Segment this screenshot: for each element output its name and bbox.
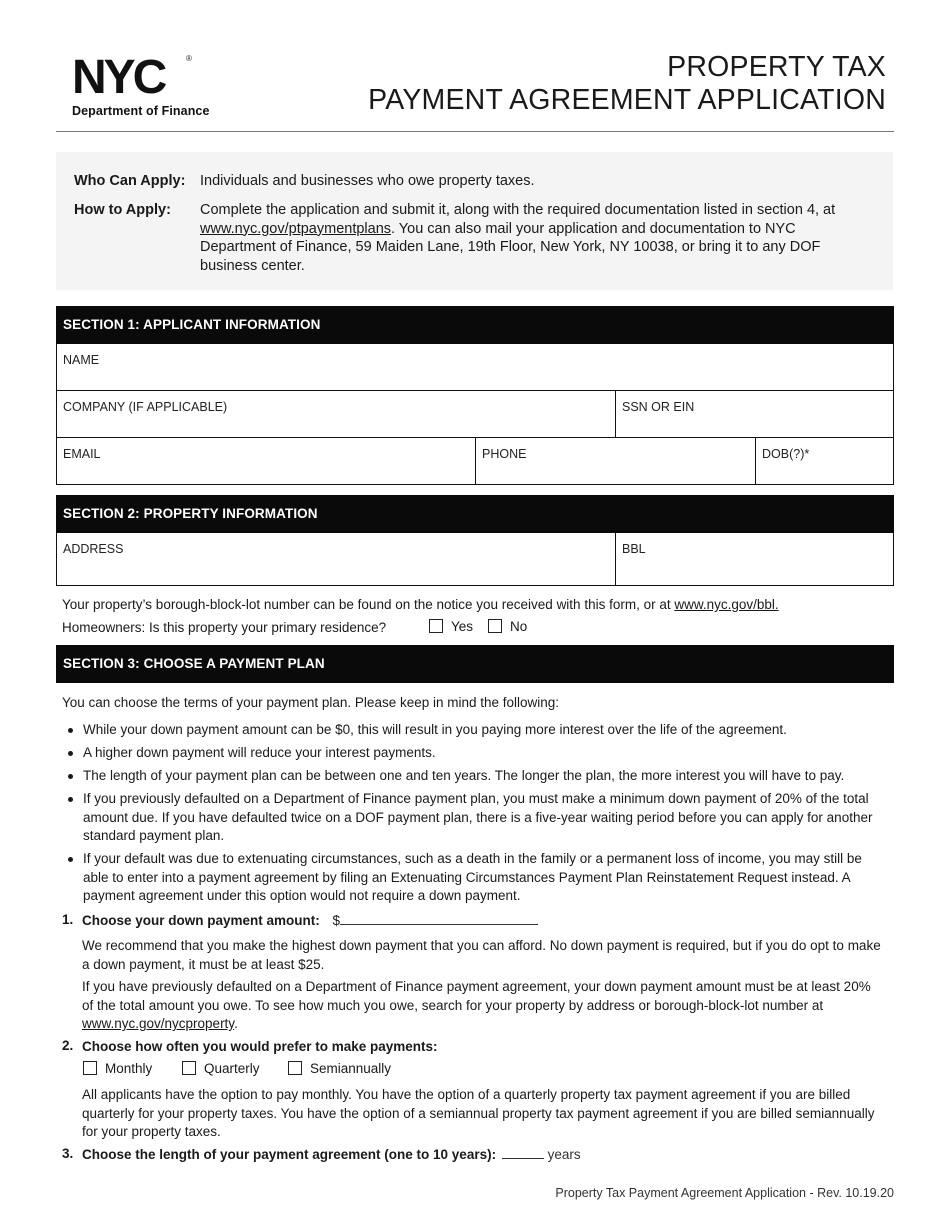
- bbl-field[interactable]: [615, 533, 893, 585]
- semiannually-checkbox[interactable]: [288, 1061, 302, 1075]
- who-can-apply-label: Who Can Apply:: [74, 173, 186, 189]
- years-suffix: years: [547, 1147, 581, 1162]
- question-1-paragraph-2: [82, 978, 882, 1034]
- question-3: [82, 1146, 581, 1165]
- bbl-note-text: Your property’s borough-block-lot number can be found on the notice you received with this form, or at: [62, 597, 675, 612]
- semiannually-label: Semiannually: [310, 1061, 392, 1076]
- title-line-2: PAYMENT AGREEMENT APPLICATION: [368, 84, 886, 116]
- ssn-ein-label: SSN OR EIN: [622, 400, 695, 414]
- title-line-1: PROPERTY TAX: [667, 51, 886, 83]
- yes-label: Yes: [451, 619, 474, 634]
- dob-label: DOB(?)*: [762, 447, 810, 461]
- question-1-number: 1.: [62, 912, 74, 927]
- bbl-link[interactable]: www.nyc.gov/bbl.: [674, 597, 779, 612]
- residence-no-option[interactable]: [488, 619, 527, 634]
- currency-symbol: $: [332, 913, 341, 928]
- how-to-apply-text-part1: Complete the application and submit it, along with the required documentation listed in section 4, at: [200, 202, 836, 218]
- frequency-monthly-option[interactable]: [83, 1061, 152, 1076]
- no-checkbox[interactable]: [488, 619, 502, 633]
- company-row: [57, 390, 893, 437]
- how-to-apply-label: How to Apply:: [74, 202, 171, 218]
- footer-revision: Property Tax Payment Agreement Application - Rev. 10.19.20: [555, 1186, 894, 1200]
- property-info-grid: [56, 533, 894, 586]
- bbl-label: BBL: [622, 542, 646, 556]
- quarterly-checkbox[interactable]: [182, 1061, 196, 1075]
- section-1-header: SECTION 1: APPLICANT INFORMATION: [56, 306, 894, 344]
- address-field[interactable]: [57, 533, 615, 585]
- question-1: [82, 912, 538, 931]
- address-label: ADDRESS: [63, 542, 124, 556]
- yes-checkbox[interactable]: [429, 619, 443, 633]
- list-item: If you previously defaulted on a Department of Finance payment plan, you must make a minimum down payment of 20% of the total amount due. If you have defaulted twice on a DOF payment plan, there is a five-year waiting period before you can apply for another standard payment plan.: [62, 790, 882, 846]
- monthly-checkbox[interactable]: [83, 1061, 97, 1075]
- list-item: If your default was due to extenuating circumstances, such as a death in the family or a permanent loss of income, you may still be able to enter into a payment agreement by filing an Extenuating Circumstances Payment Plan Reinstatement Request instead. A payment agreement under this option would not require a down payment.: [62, 850, 882, 906]
- company-field[interactable]: [57, 391, 615, 437]
- applicant-info-grid: [56, 344, 894, 485]
- section-2-header: SECTION 2: PROPERTY INFORMATION: [56, 495, 894, 533]
- question-1-paragraph-1: We recommend that you make the highest down payment that you can afford. No down payment is required, but if you do opt to make a down payment, it must be at least $25.: [82, 938, 881, 972]
- info-box: [56, 152, 893, 290]
- department-name: Department of Finance: [72, 104, 210, 118]
- header-divider: [56, 131, 894, 132]
- contact-row: [57, 437, 893, 484]
- nyc-dof-logo: [72, 55, 232, 118]
- primary-residence-question: Homeowners: Is this property your primary residence?: [62, 620, 387, 635]
- name-label: NAME: [63, 353, 100, 367]
- quarterly-label: Quarterly: [204, 1061, 260, 1076]
- monthly-label: Monthly: [105, 1061, 153, 1076]
- list-item: While your down payment amount can be $0, this will result in you paying more interest over the life of the agreement.: [62, 721, 882, 740]
- question-1-label: Choose your down payment amount:: [82, 913, 320, 928]
- address-row: [57, 533, 893, 585]
- q1-para2-end: .: [234, 1016, 238, 1031]
- no-label: No: [510, 619, 528, 634]
- nyc-logo-icon: [72, 55, 190, 97]
- company-label: COMPANY (IF APPLICABLE): [63, 400, 228, 414]
- question-2-number: 2.: [62, 1038, 74, 1053]
- question-3-number: 3.: [62, 1146, 74, 1161]
- question-3-label: Choose the length of your payment agreement (one to 10 years):: [82, 1147, 497, 1162]
- logo-wordmark: NYC: [72, 55, 165, 97]
- question-2-paragraph: All applicants have the option to pay monthly. You have the option of a quarterly property tax payment agreement if you are billed quarterly for your property taxes. You have the option of a semiannual property tax payment agreement if you are billed semiannually for your property taxes.: [82, 1087, 875, 1139]
- name-row: [57, 344, 893, 390]
- nycproperty-link[interactable]: www.nyc.gov/nycproperty: [82, 1016, 235, 1031]
- bbl-note: [62, 596, 779, 615]
- question-2-label: Choose how often you would prefer to make payments:: [82, 1039, 438, 1054]
- registered-mark: ®: [186, 54, 192, 63]
- section-3-header: SECTION 3: CHOOSE A PAYMENT PLAN: [56, 645, 894, 683]
- phone-field[interactable]: [475, 438, 755, 484]
- dob-field[interactable]: [755, 438, 893, 484]
- phone-label: PHONE: [482, 447, 527, 461]
- who-can-apply-text: Individuals and businesses who owe property taxes.: [200, 173, 535, 189]
- residence-yes-option[interactable]: [429, 619, 473, 634]
- how-to-apply-text-part2: . You can also mail your application and documentation to NYC Department of Finance, 59 Maiden Lane, 19th Floor, New York, NY 10038, or bring it to any DOF business center.: [200, 220, 821, 274]
- list-item: The length of your payment plan can be between one and ten years. The longer the plan, the more interest you will have to pay.: [62, 767, 882, 786]
- frequency-semiannually-option[interactable]: [288, 1061, 391, 1076]
- down-payment-input[interactable]: [340, 913, 538, 925]
- name-field[interactable]: [57, 344, 893, 390]
- how-to-apply-text: [200, 201, 860, 275]
- payment-plan-notes: [62, 721, 882, 910]
- email-field[interactable]: [57, 438, 475, 484]
- list-item: A higher down payment will reduce your interest payments.: [62, 744, 882, 763]
- page-title: [368, 51, 886, 117]
- frequency-quarterly-option[interactable]: [182, 1061, 260, 1076]
- section-3-intro: You can choose the terms of your payment plan. Please keep in mind the following:: [62, 695, 560, 710]
- email-label: EMAIL: [63, 447, 101, 461]
- ssn-ein-field[interactable]: [615, 391, 893, 437]
- q1-para2-text: If you have previously defaulted on a Department of Finance payment agreement, your down payment amount must be at least 20% of the total amount you owe. To see how much you owe, search for your property by address or borough-block-lot number at: [82, 979, 871, 1013]
- ptpaymentplans-link[interactable]: www.nyc.gov/ptpaymentplans: [200, 220, 392, 237]
- agreement-length-input[interactable]: [502, 1147, 544, 1159]
